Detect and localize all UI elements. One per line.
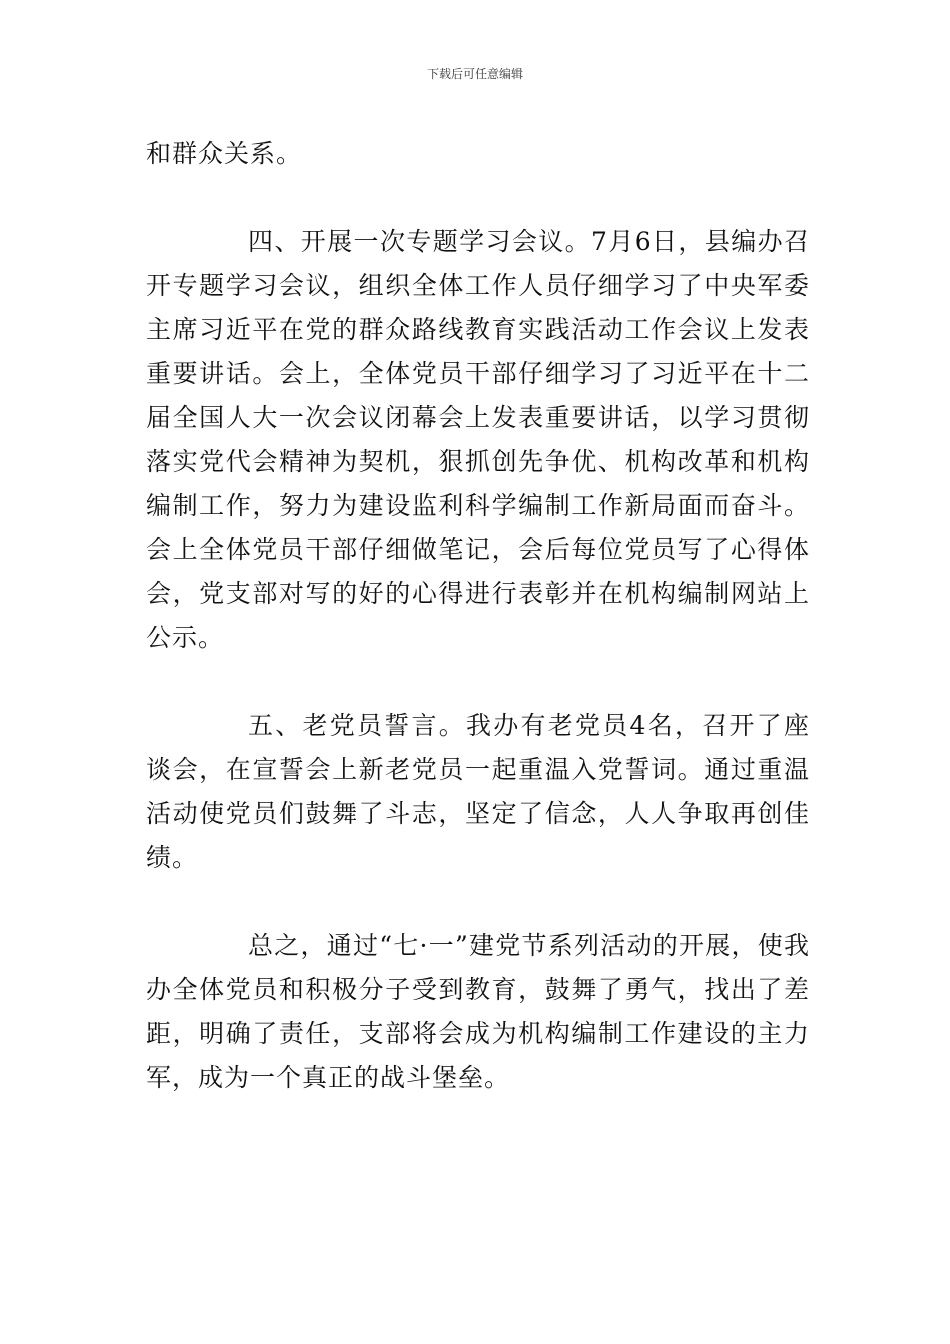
document-body: [146, 132, 810, 1100]
paragraph-veteran-oath: 五、老党员誓言。我办有老党员4名，召开了座谈会，在宣誓会上新老党员一起重温入党誓词。通过重温活动使党员们鼓舞了斗志，坚定了信念，人人争取再创佳绩。: [146, 711, 810, 872]
paragraph-continuation: 和群众关系。: [146, 139, 303, 168]
page-header: 下载后可任意编辑: [426, 67, 523, 81]
paragraph-study-meeting: 四、开展一次专题学习会议。7月6日，县编办召开专题学习会议，组织全体工作人员仔细学习了中央军委主席习近平在党的群众路线教育实践活动工作会议上发表重要讲话。会上，全体党员干部仔细学习了习近平在十二届全国人大一次会议闭幕会上发表重要讲话，以学习贯彻落实党代会精神为契机，狠抓创先争优、机构改革和机构编制工作，努力为建设监利科学编制工作新局面而奋斗。会上全体党员干部仔细做笔记，会后每位党员写了心得体会，党支部对写的好的心得进行表彰并在机构编制网站上公示。: [146, 227, 810, 652]
paragraph-summary: 总之，通过“七·一”建党节系列活动的开展，使我办全体党员和积极分子受到教育，鼓舞了勇气，找出了差距，明确了责任，支部将会成为机构编制工作建设的主力军，成为一个真正的战斗堡垒。: [146, 931, 810, 1092]
